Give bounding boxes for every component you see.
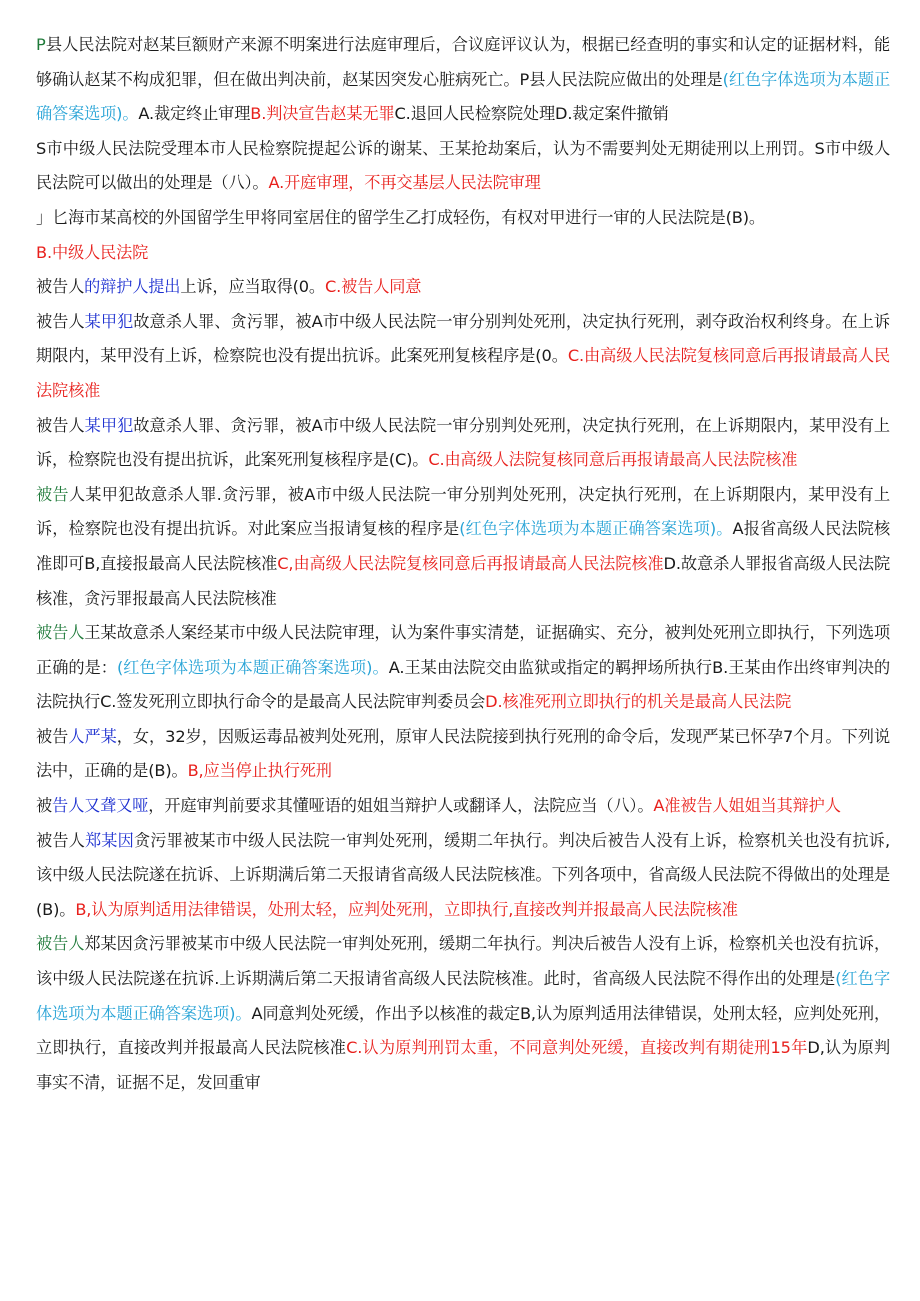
text-segment-black: ，女，32岁，因贩运毒品被判处死刑，原审人民法院接到执行死刑的命令后，发现严某已怀孕7个月。下列说法中，正确的是(B)。 [36,726,890,781]
text-segment-blue: 某甲犯 [84,415,134,435]
text-segment-cyan: (红色字体选项为本题正确答案选项)。 [459,519,733,539]
answer-line [36,236,890,271]
text-segment-black: 上诉，应当取得(0。 [180,277,325,297]
question-item [36,132,890,201]
text-segment-green: P [36,35,46,54]
text-segment-black: 被 [36,796,53,816]
text-segment-red: B.判决宣告赵某无罪 [250,104,395,124]
text-segment-black: A.裁定终止审理 [138,104,251,124]
text-segment-cyan: (红色字体选项为本题正确答案选项)。 [36,69,891,124]
text-segment-black: 贪污罪被某市中级人民法院一审判处死刑，缓期二年执行。判决后被告人没有上诉，检察机关也没有抗诉,该中级人民法院遂在抗诉、上诉期满后第二天报请省高级人民法院核准。下列各项中，省高级人民法院不得做出的处理是(B)。 [36,830,890,919]
question-item [36,927,890,1100]
text-segment-blue: 人严某 [68,726,117,746]
text-segment-black: A报省高级人民法院核准即可B,直接报最高人民法院核准 [36,519,890,573]
question-item [36,201,890,236]
text-segment-red: C.被告人同意 [324,277,422,297]
text-segment-blue: 告人又聋又哑 [52,796,149,816]
text-segment-black: S市中级人民法院受理本市人民检察院提起公诉的谢某、王某抢劫案后，认为不需要判处无期徒刑以上刑罚。S市中级人民法院可以做出的处理是（八）。 [36,138,890,193]
question-item [36,28,890,132]
text-segment-red: C.认为原判刑罚太重，不同意判处死缓，直接改判有期徒刑15年 [346,1038,808,1058]
question-item [36,305,890,409]
text-segment-red: D.核准死刑立即执行的机关是最高人民法院 [485,692,792,712]
text-segment-black: D,认为原判事实不清，证据不足，发回重审 [36,1038,890,1092]
text-segment-red: C.由高级人民法院复核同意后再报请最高人民法院核准 [36,346,890,400]
text-segment-blue: 的辩护人提出 [84,277,181,297]
question-item [36,616,890,720]
text-segment-black: 被告人 [36,277,85,297]
text-segment-red: C,由高级人民法院复核同意后再报请最高人民法院核准 [277,553,664,573]
text-segment-black: 人某甲犯故意杀人罪.贪污罪，被A市中级人民法院一审分别判处死刑，决定执行死刑，在上诉期限内，某甲没有上诉，检察院也没有提出抗诉。对此案应当报请复核的程序是 [36,484,890,539]
text-segment-black: 被告 [36,726,69,746]
text-segment-red: B,认为原判适用法律错误，处刑太轻，应判处死刑，立即执行,直接改判并报最高人民法院核准 [75,899,738,919]
text-segment-blue: 某甲犯 [84,311,134,331]
text-segment-black: 郑某因贪污罪被某市中级人民法院一审判处死刑，缓期二年执行。判决后被告人没有上诉，检察机关也没有抗诉，该中级人民法院遂在抗诉.上诉期满后第二天报请省高级人民法院核准。此时，省高级人民法院不得作出的处理是 [36,934,890,989]
question-item [36,824,890,928]
text-segment-black: A.王某由法院交由监狱或指定的羁押场所执行B.王某由作出终审判决的法院执行C.签发死刑立即执行命令的是最高人民法院审判委员会 [36,657,891,712]
text-segment-black: 县人民法院对赵某巨额财产来源不明案进行法庭审理后，合议庭评议认为，根据已经查明的事实和认定的证据材料，能够确认赵某不构成犯罪，但在做出判决前，赵某因突发心脏病死亡。P县人民法院应做出的处理是 [36,35,890,89]
text-segment-black: C.退回人民检察院处理D.裁定案件撤销 [394,104,669,124]
text-segment-black: 故意杀人罪、贪污罪，被A市中级人民法院一审分别判处死刑，决定执行死刑，剥夺政治权利终身。在上诉期限内，某甲没有上诉，检察院也没有提出抗诉。此案死刑复核程序是(0。 [36,311,890,366]
text-segment-red: B.中级人民法院 [36,242,149,262]
text-segment-black: 被告人 [36,415,85,435]
text-segment-green: 被告 [36,484,69,504]
question-item [36,409,890,478]
text-segment-blue: 郑某因 [84,830,134,850]
text-segment-cyan: (红色字体选项为本题正确答案选项)。 [36,969,890,1023]
question-item [36,270,890,305]
text-segment-red: A.开庭审理，不再交基层人民法院审理 [268,173,541,193]
text-segment-black: D.故意杀人罪报省高级人民法院核准，贪污罪报最高人民法院核准 [36,553,891,608]
text-segment-green: 被告人 [36,623,85,643]
text-segment-green: 被告人 [36,934,85,954]
question-item [36,789,890,824]
text-segment-black: 」匕海市某高校的外国留学生甲将同室居住的留学生乙打成轻伤，有权对甲进行一审的人民法院是(B)。 [36,207,765,227]
question-item [36,478,890,616]
text-segment-cyan: (红色字体选项为本题正确答案选项)。 [116,657,389,677]
text-segment-black: 被告人 [36,311,85,331]
document-page [36,28,890,1100]
text-segment-black: 被告人 [36,830,85,850]
text-segment-red: A准被告人姐姐当其辩护人 [653,796,841,816]
text-segment-red: C.由高级人法院复核同意后再报请最高人民法院核准 [428,450,798,470]
text-segment-black: 故意杀人罪、贪污罪，被A市中级人民法院一审分别判处死刑，决定执行死刑，在上诉期限内，某甲没有上诉，检察院也没有提出抗诉，此案死刑复核程序是(C)。 [36,415,890,470]
text-segment-red: B,应当停止执行死刑 [187,761,332,781]
text-segment-black: A同意判处死缓，作出予以核准的裁定B,认为原判适用法律错误，处刑太轻，应判处死刑，立即执行，直接改判并报最高人民法院核准 [36,1003,891,1058]
text-segment-black: ，开庭审判前要求其懂哑语的姐姐当辩护人或翻译人，法院应当（八）。 [148,796,654,816]
text-segment-black: 王某故意杀人案经某市中级人民法院审理，认为案件事实清楚，证据确实、充分，被判处死刑立即执行，下列选项正确的是： [36,623,890,677]
question-item [36,720,890,789]
